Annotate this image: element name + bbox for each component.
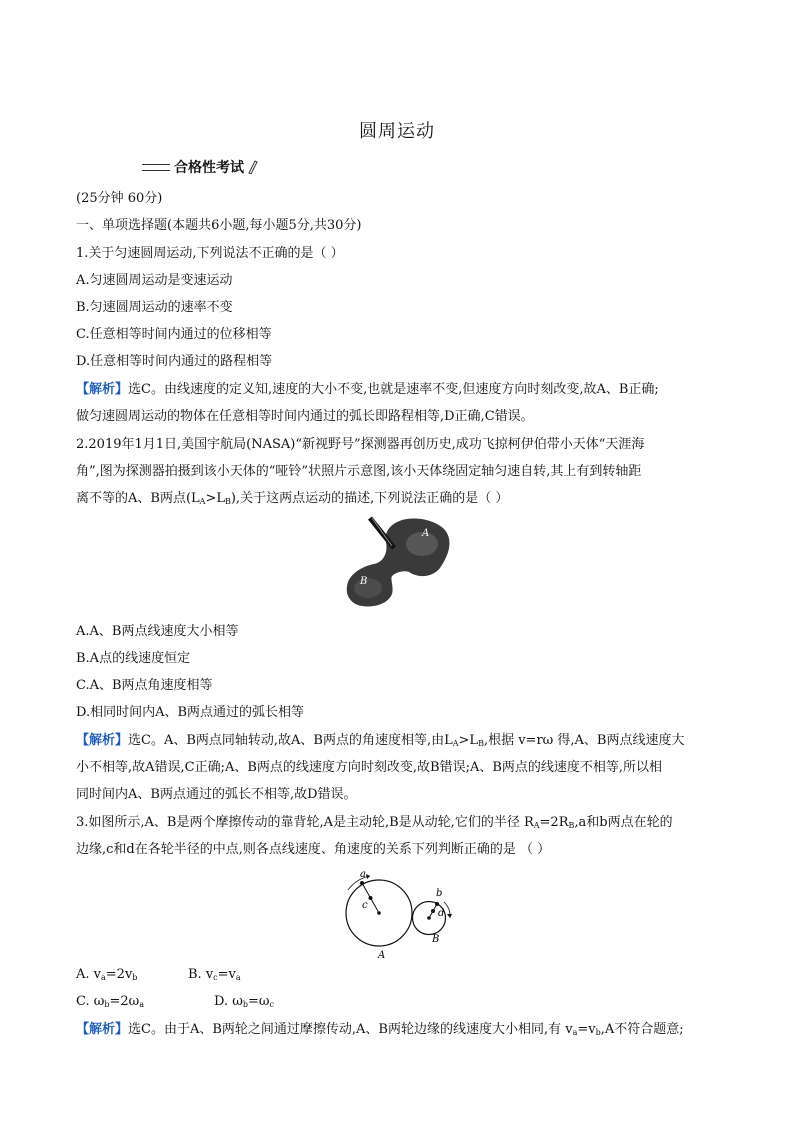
q1-analysis-line-2: 做匀速圆周运动的物体在任意相等时间内通过的弧长即路程相等,D正确,C错误。 [76,409,534,424]
analysis-tag: 【解析】 [76,382,129,397]
analysis-tag: 【解析】 [76,1022,129,1037]
q2-option-a: A.A、B两点线速度大小相等 [76,624,239,639]
page-title: 圆周运动 [359,121,435,142]
wheel-label-c: c [362,900,368,911]
asteroid-label-b: B [360,576,368,587]
q3-stem-line-1: 3.如图所示,A、B是两个摩擦传动的靠背轮,A是主动轮,B是从动轮,它们的半径 $R_A=2R_B,a$和b两点在轮的 [76,815,673,830]
q3-option-c: C. $\omega_b=2\omega_a$ [76,994,145,1009]
q3-option-d: D. $\omega_b=\omega_c$ [214,994,274,1009]
analysis-tag: 【解析】 [76,733,129,748]
q2-option-b: B.A点的线速度恒定 [76,651,191,666]
part-heading: 一、单项选择题(本题共6小题,每小题5分,共30分) [76,218,362,233]
dumbbell-asteroid-figure [344,516,456,612]
q3-analysis-line-1: 【解析】选C。由于A、B两轮之间通过摩擦传动,A、B两轮边缘的线速度大小相同,有 $v_a=v_b,A$不符合题意; [76,1022,684,1037]
q2-option-c: C.A、B两点角速度相等 [76,678,213,693]
wheel-label-a: a [360,869,366,880]
q1-stem: 1.关于匀速圆周运动,下列说法不正确的是（ ） [76,246,344,261]
heading-rule [142,164,170,171]
q1-analysis-line-1: 【解析】选C。由线速度的定义知,速度的大小不变,也就是速率不变,但速度方向时刻改变,故A、B正确; [76,382,659,397]
q2-stem-line-1: 2.2019年1月1日,美国宇航局(NASA)“新视野号”探测器再创历史,成功飞掠柯伊伯带小天体“天涯海 [76,437,645,452]
wheel-label-big-a: A [378,950,386,960]
q1-option-a: A.匀速圆周运动是变速运动 [76,273,233,288]
section-label: 合格性考试 [174,160,244,176]
q3-option-b: B. $v_c=v_a$ [188,967,241,982]
wheel-label-d: d [438,908,445,919]
q2-stem-line-2: 角”,图为探测器拍摄到该小天体的“哑铃”状照片示意图,该小天体绕固定轴匀速自转,其上有到转轴距 [76,464,642,479]
q2-analysis-line-2: 小不相等,故A错误,C正确;A、B两点的线速度方向时刻改变,故B错误;A、B两点的线速度不相等,所以相 [76,760,663,775]
q1-option-c: C.任意相等时间内通过的位移相等 [76,327,272,342]
time-note: (25分钟 60分) [76,191,163,206]
q2-option-d: D.相同时间内A、B两点通过的弧长相等 [76,705,305,720]
pencil-icon [246,160,258,174]
wheel-label-b: b [436,888,443,899]
q1-option-d: D.任意相等时间内通过的路程相等 [76,354,273,369]
section-heading [142,157,258,177]
q2-analysis-line-1: 【解析】选C。A、B两点同轴转动,故A、B两点的角速度相等,由$L_A>L_B$,根据 v=rω 得,A、B两点线速度大 [76,733,685,748]
q3-option-a: A. $v_a=2v_b$ [76,967,138,982]
q2-stem-line-3: 离不等的A、B两点$(L_A>L_B)$,关于这两点运动的描述,下列说法正确的是（ ） [76,491,509,506]
q3-stem-line-2: 边缘,c和d在各轮半径的中点,则各点线速度、角速度的关系下列判断正确的是 （ ） [76,842,551,857]
q2-analysis-line-3: 同时间内A、B两点通过的弧长不相等,故D错误。 [76,787,357,802]
asteroid-label-a: A [422,528,430,539]
friction-wheels-figure [340,868,470,960]
wheel-label-big-b: B [432,934,440,945]
q1-option-b: B.匀速圆周运动的速率不变 [76,300,233,315]
